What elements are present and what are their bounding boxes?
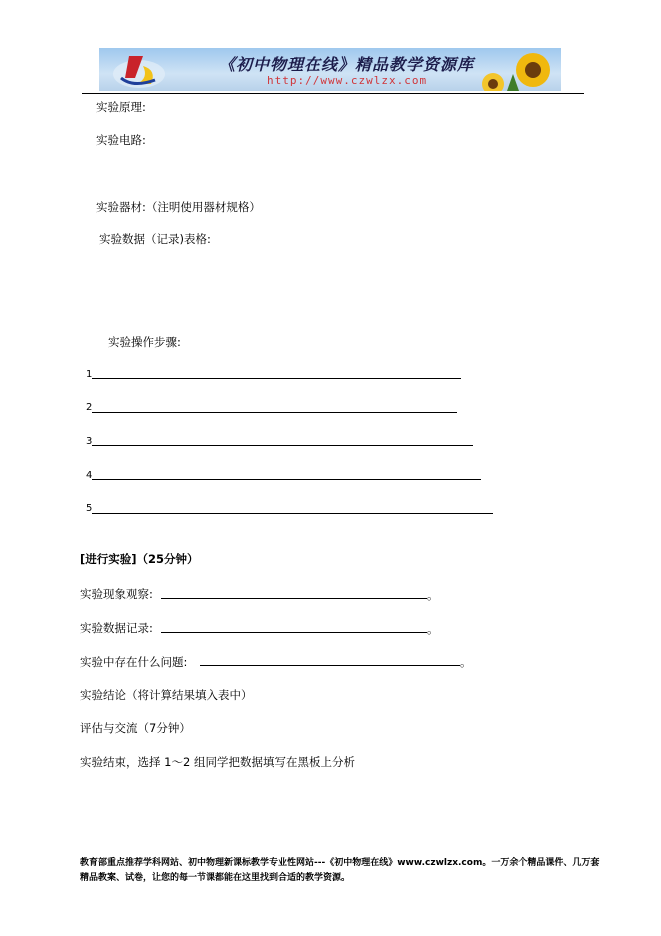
observation-label: 实验现象观察:: [80, 587, 153, 601]
circuit-label: 实验电路:: [96, 133, 146, 147]
step-input-line[interactable]: [92, 513, 493, 514]
period-mark: 。: [460, 655, 472, 669]
footer-text: 教育部重点推荐学科网站、初中物理新课标教学专业性网站---《初中物理在线》www.czwlzx.com。一万余个精品课件、几万套精品教案、试卷，让您的每一节课都能在这里找到合适的教学资源。: [80, 858, 600, 883]
end-instruction: 实验结束，选择 1～2 组同学把数据填写在黑板上分析: [80, 755, 355, 769]
header-rule: [82, 93, 584, 94]
conclusion-label: 实验结论（将计算结果填入表中）: [80, 688, 253, 702]
step-number: 5: [86, 503, 93, 514]
banner-url[interactable]: http://www.czwlzx.com: [267, 74, 428, 87]
step-number: 1: [86, 369, 93, 380]
step-input-line[interactable]: [92, 412, 457, 413]
steps-title: 实验操作步骤:: [108, 335, 181, 349]
header-banner: [99, 48, 561, 91]
step-number: 3: [86, 436, 93, 447]
period-mark: 。: [427, 622, 439, 636]
sunflower-icon: [482, 53, 550, 91]
data-table-label: 实验数据（记录)表格:: [99, 232, 211, 246]
experiment-heading: [进行实验]（25分钟）: [80, 552, 199, 566]
principle-label: 实验原理:: [96, 100, 146, 114]
step-input-line[interactable]: [92, 479, 481, 480]
problem-label: 实验中存在什么问题:: [80, 655, 188, 669]
period-mark: 。: [427, 588, 439, 602]
step-input-line[interactable]: [92, 445, 473, 446]
step-number: 2: [86, 402, 93, 413]
observation-input-line[interactable]: [161, 598, 427, 599]
record-label: 实验数据记录:: [80, 621, 153, 635]
problem-input-line[interactable]: [200, 665, 460, 666]
step-number: 4: [86, 470, 93, 481]
record-input-line[interactable]: [161, 632, 427, 633]
equipment-label: 实验器材:（注明使用器材规格）: [96, 200, 261, 214]
evaluation-label: 评估与交流（7分钟）: [80, 721, 191, 735]
banner-title: 《初中物理在线》精品教学资源库: [219, 55, 475, 74]
step-input-line[interactable]: [92, 378, 461, 379]
